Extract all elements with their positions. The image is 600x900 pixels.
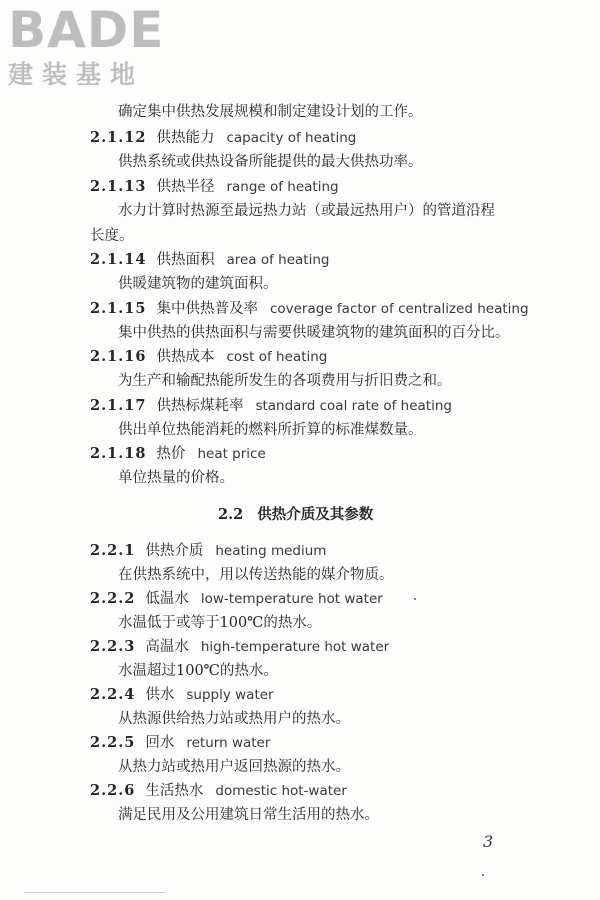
definition-text: 为生产和输配热能所发生的各项费用与折旧费之和。 (118, 373, 452, 389)
term-entry (90, 396, 452, 416)
definition-text: 供热系统或供热设备所能提供的最大供热功率。 (118, 154, 423, 170)
definition-text: 单位热量的价格。 (118, 470, 234, 486)
definition-text: 集中供热的供热面积与需要供暖建筑物的建筑面积的百分比。 (118, 325, 510, 341)
term-chinese: 生活热水 (145, 783, 204, 799)
term-chinese: 集中供热普及率 (156, 301, 258, 317)
definition-line (118, 757, 350, 777)
definition-line (118, 468, 234, 488)
term-chinese: 供热介质 (145, 543, 204, 559)
term-english: capacity of heating (226, 130, 357, 146)
term-english: return water (186, 735, 271, 751)
definition-line (118, 613, 321, 633)
term-entry (90, 589, 383, 609)
term-entry (90, 299, 529, 319)
term-number: 2.2.4 (90, 686, 136, 703)
term-number: 2.1.18 (90, 445, 147, 462)
term-entry (90, 250, 329, 270)
definition-text: 水温超过100℃的热水。 (118, 663, 278, 679)
term-chinese: 供热能力 (156, 130, 215, 146)
term-entry (90, 781, 347, 801)
term-number: 2.1.15 (90, 300, 147, 317)
term-english: range of heating (226, 179, 339, 195)
term-chinese: 供水 (145, 687, 175, 703)
scan-speck (482, 874, 484, 876)
term-english: high-temperature hot water (200, 639, 390, 655)
term-entry (90, 444, 266, 464)
definition-text: 从热力站或热用户返回热源的热水。 (118, 759, 350, 775)
definition-text: 从热源供给热力站或热用户的热水。 (118, 711, 350, 727)
term-entry (90, 177, 339, 197)
definition-line (118, 201, 495, 221)
definition-line (118, 323, 510, 343)
definition-line (118, 709, 350, 729)
term-number: 2.1.13 (90, 178, 147, 195)
term-english: standard coal rate of heating (255, 398, 452, 414)
definition-text: 确定集中供热发展规模和制定建设计划的工作。 (118, 104, 423, 120)
definition-continuation (90, 226, 134, 246)
term-number: 2.1.14 (90, 251, 147, 268)
definition-text: 供暖建筑物的建筑面积。 (118, 276, 278, 292)
definition-text: 长度。 (90, 228, 134, 244)
definition-line (118, 274, 278, 294)
term-entry (90, 128, 356, 148)
definition-line (118, 152, 423, 172)
scan-speck (414, 598, 416, 600)
term-number: 2.1.12 (90, 129, 147, 146)
term-entry (90, 685, 274, 705)
term-chinese: 供热半径 (156, 179, 215, 195)
term-number: 2.2.1 (90, 542, 136, 559)
definition-line (118, 420, 423, 440)
logo-wordmark: BADE (8, 1, 165, 59)
definition-line (118, 565, 394, 585)
term-chinese: 低温水 (145, 591, 189, 607)
definition-text: 水力计算时热源至最远热力站（或最远热用户）的管道沿程 (118, 203, 495, 219)
term-chinese: 高温水 (145, 639, 189, 655)
definition-line (118, 371, 452, 391)
term-number: 2.2.6 (90, 782, 136, 799)
term-entry (90, 347, 327, 367)
term-english: low-temperature hot water (200, 591, 383, 607)
brand-logo (8, 2, 178, 97)
term-chinese: 热价 (156, 446, 186, 462)
section-number: 2.2 (218, 506, 244, 523)
term-english: heating medium (215, 543, 327, 559)
definition-text: 供出单位热能消耗的燃料所折算的标准煤数量。 (118, 422, 423, 438)
term-chinese: 回水 (145, 735, 175, 751)
term-entry (90, 637, 389, 657)
term-english: area of heating (226, 252, 330, 268)
logo-subtitle: 建装基地 (8, 60, 145, 89)
term-chinese: 供热标煤耗率 (156, 398, 244, 414)
definition-line (118, 805, 379, 825)
section-heading (218, 505, 373, 525)
term-entry (90, 541, 326, 561)
term-english: heat price (197, 446, 266, 462)
footer-rule (25, 892, 165, 893)
term-english: cost of heating (226, 349, 328, 365)
term-number: 2.2.2 (90, 590, 136, 607)
term-entry (90, 733, 270, 753)
definition-text: 在供热系统中，用以传送热能的媒介物质。 (118, 567, 394, 583)
definition-line (118, 661, 278, 681)
page-number: 3 (483, 832, 494, 851)
term-number: 2.2.3 (90, 638, 136, 655)
definition-text: 水温低于或等于100℃的热水。 (118, 615, 322, 631)
term-number: 2.1.16 (90, 348, 147, 365)
definition-line (118, 102, 423, 122)
section-title: 供热介质及其参数 (257, 506, 374, 523)
term-chinese: 供热面积 (156, 252, 215, 268)
definition-text: 满足民用及公用建筑日常生活用的热水。 (118, 807, 379, 823)
term-number: 2.1.17 (90, 397, 147, 414)
term-english: domestic hot-water (215, 783, 347, 799)
term-english: supply water (186, 687, 274, 703)
term-number: 2.2.5 (90, 734, 136, 751)
term-english: coverage factor of centralized heating (269, 301, 529, 317)
term-chinese: 供热成本 (156, 349, 215, 365)
